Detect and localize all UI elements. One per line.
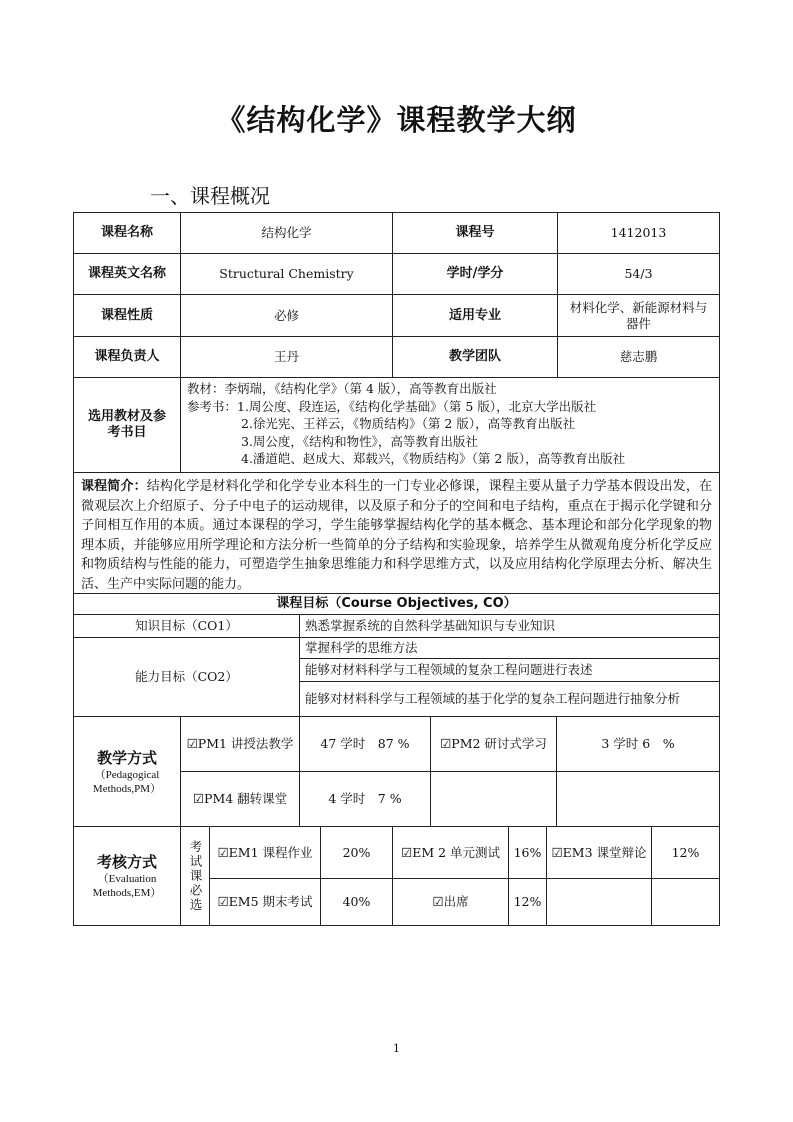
major-label: 适用专业 — [392, 294, 558, 337]
textbooks-label: 选用教材及参考书目 — [73, 377, 181, 473]
exam-type-label: 考试课必选 — [188, 839, 203, 913]
evaluation-label-cell — [73, 826, 181, 926]
nature-value: 必修 — [180, 294, 393, 337]
course-name-label: 课程名称 — [73, 212, 181, 254]
em5-value: 40% — [320, 878, 393, 926]
intro-label: 课程简介： — [81, 479, 147, 494]
pedagogy-label-cell — [73, 716, 181, 827]
lead-label: 课程负责人 — [73, 336, 181, 378]
textbooks-list — [180, 377, 720, 473]
empty-cell — [556, 771, 720, 827]
textbook-line: 4.潘道皑、赵成大、郑载兴，《物质结构》（第 2 版），高等教育出版社 — [241, 451, 626, 466]
pm1-name: ☑PM1 讲授法教学 — [180, 716, 300, 772]
pedagogy-sublabel: （Pedagogical Methods,PM） — [92, 768, 162, 795]
co1-item: 熟悉掌握系统的自然科学基础知识与专业知识 — [299, 614, 720, 638]
evaluation-sublabel: （Evaluation Methods,EM） — [92, 873, 162, 899]
section-heading: 一、课程概况 — [150, 184, 270, 208]
pm4-value: 4 学时 7 % — [299, 771, 431, 827]
pm1-value: 47 学时 87 % — [299, 716, 431, 772]
nature-label: 课程性质 — [73, 294, 181, 337]
em2-name: ☑EM 2 单元测试 — [392, 826, 509, 879]
team-label: 教学团队 — [392, 336, 558, 378]
hours-credits-value: 54/3 — [557, 253, 720, 295]
co2-label: 能力目标（CO2） — [73, 637, 300, 717]
em3-name: ☑EM3 课堂辩论 — [546, 826, 652, 879]
em1-value: 20% — [320, 826, 393, 879]
empty-cell — [430, 771, 557, 827]
em1-name: ☑EM1 课程作业 — [209, 826, 321, 879]
hours-credits-label: 学时/学分 — [392, 253, 558, 295]
document-title: 《结构化学》课程教学大纲 — [216, 103, 577, 137]
english-name-value: Structural Chemistry — [180, 253, 393, 295]
exam-type-cell — [180, 826, 210, 926]
english-name-label: 课程英文名称 — [73, 253, 181, 295]
em2-value: 16% — [508, 826, 547, 879]
evaluation-label: 考核方式 — [96, 853, 157, 871]
textbook-line: 3.周公度，《结构和物性》，高等教育出版社 — [241, 433, 478, 449]
co1-label: 知识目标（CO1） — [73, 614, 300, 638]
major-value: 材料化学、新能源材料与器件 — [557, 294, 720, 337]
course-name-value: 结构化学 — [180, 212, 393, 254]
attendance-value: 12% — [508, 878, 547, 926]
objectives-header: 课程目标（Course Objectives, CO） — [73, 593, 720, 615]
empty-cell — [651, 878, 720, 926]
co2-item: 掌握科学的思维方法 — [299, 637, 720, 659]
pm4-name: ☑PM4 翻转课堂 — [180, 771, 300, 827]
page-number: 1 — [393, 1042, 400, 1055]
pm2-name: ☑PM2 研讨式学习 — [430, 716, 557, 772]
course-code-label: 课程号 — [392, 212, 558, 254]
lead-value: 王丹 — [180, 336, 393, 378]
pedagogy-label: 教学方式 — [96, 748, 157, 767]
co2-item: 能够对材料科学与工程领域的复杂工程问题进行表述 — [299, 658, 720, 682]
attendance-name: ☑出席 — [392, 878, 509, 926]
em3-value: 12% — [651, 826, 720, 879]
co2-item: 能够对材料科学与工程领域的基于化学的复杂工程问题进行抽象分析 — [299, 681, 720, 717]
empty-cell — [546, 878, 652, 926]
course-intro — [73, 472, 720, 594]
course-code-value: 1412013 — [557, 212, 720, 254]
intro-text: 结构化学是材料化学和化学专业本科生的一门专业必修课，课程主要从量子力学基本假设出发，在微观层次上介绍原子、分子中电子的运动规律，以及原子和分子的空间和电子结构，重点在于揭示化学键和分子间相互作用的本质。通过本课程的学习，学生能够掌握结构化学的基本概念、基本理论和部分化学现象的物理本质，并能够应用所学理论和方法分析一些简单的分子结构和实验现象，培养学生从微观角度分析化学反应和物质结构与性能的能力，可塑造学生抽象思维能力和科学思维方式，以及应用结构化学原理去分析、解决生活、生产中实际问题的能力。 — [81, 479, 712, 592]
textbook-line: 参考书：1.周公度、段连运，《结构化学基础》（第 5 版），北京大学出版社 — [187, 398, 597, 414]
em5-name: ☑EM5 期末考试 — [209, 878, 321, 926]
pm2-value: 3 学时 6 % — [556, 716, 720, 772]
textbook-line: 2.徐光宪、王祥云，《物质结构》（第 2 版），高等教育出版社 — [241, 416, 576, 431]
textbook-line: 教材：李炳瑞，《结构化学》（第 4 版），高等教育出版社 — [187, 381, 497, 396]
team-value: 慈志鹏 — [557, 336, 720, 378]
